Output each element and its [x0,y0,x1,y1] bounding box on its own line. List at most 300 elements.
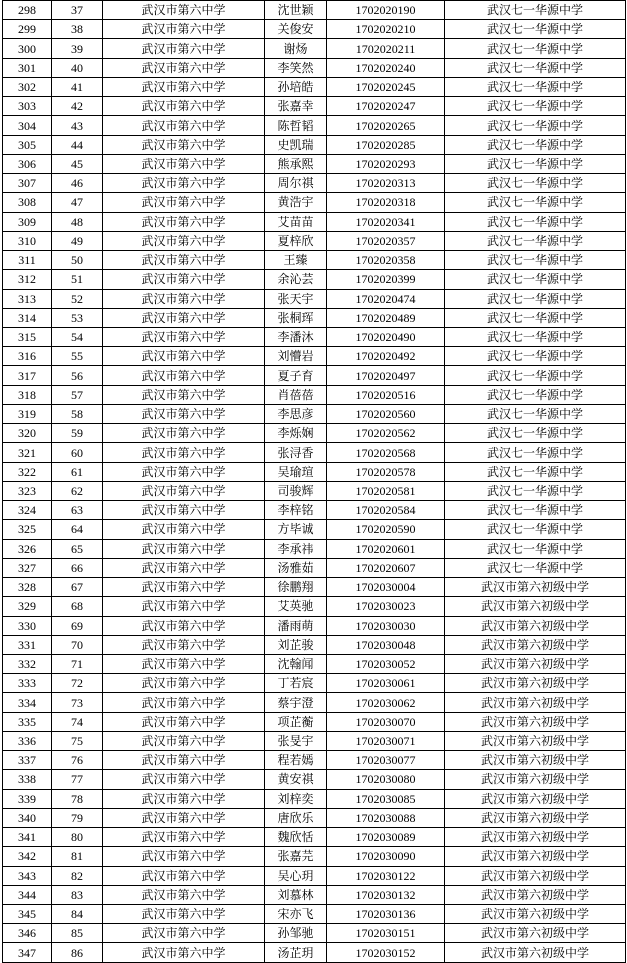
table-row [3,789,626,808]
school-cell: 武汉市第六中学 [103,135,265,154]
student-id-cell: 1702030122 [327,866,445,885]
destination-school-cell: 武汉市第六初级中学 [445,712,626,731]
table-row [3,39,626,58]
sequence-cell: 328 [3,578,52,597]
table-row [3,97,626,116]
sequence-cell: 339 [3,789,52,808]
school-index-cell: 56 [52,366,103,385]
school-cell: 武汉市第六中学 [103,327,265,346]
school-index-cell: 77 [52,770,103,789]
destination-school-cell: 武汉市第六初级中学 [445,674,626,693]
school-cell: 武汉市第六中学 [103,924,265,943]
student-name-cell: 李潘沐 [265,327,327,346]
student-id-cell: 1702020489 [327,308,445,327]
student-id-cell: 1702020358 [327,251,445,270]
school-index-cell: 76 [52,751,103,770]
school-index-cell: 67 [52,578,103,597]
school-cell: 武汉市第六中学 [103,751,265,770]
destination-school-cell: 武汉市第六初级中学 [445,943,626,962]
student-name-cell: 李烁娴 [265,424,327,443]
table-row [3,443,626,462]
student-name-cell: 陈哲韬 [265,116,327,135]
student-id-cell: 1702020190 [327,1,445,20]
school-index-cell: 61 [52,462,103,481]
destination-school-cell: 武汉七一华源中学 [445,481,626,500]
school-index-cell: 72 [52,674,103,693]
table-row [3,154,626,173]
table-row [3,943,626,962]
sequence-cell: 310 [3,231,52,250]
destination-school-cell: 武汉七一华源中学 [445,193,626,212]
table-row [3,751,626,770]
table-row [3,712,626,731]
destination-school-cell: 武汉市第六初级中学 [445,866,626,885]
student-id-cell: 1702030088 [327,808,445,827]
destination-school-cell: 武汉七一华源中学 [445,135,626,154]
student-id-cell: 1702020399 [327,270,445,289]
sequence-cell: 320 [3,424,52,443]
school-index-cell: 55 [52,347,103,366]
student-name-cell: 张天宇 [265,289,327,308]
table-row [3,462,626,481]
student-id-cell: 1702020211 [327,39,445,58]
school-index-cell: 71 [52,654,103,673]
school-index-cell: 38 [52,20,103,39]
student-id-cell: 1702030152 [327,943,445,962]
student-name-cell: 刘梓奕 [265,789,327,808]
student-name-cell: 黄浩宇 [265,193,327,212]
destination-school-cell: 武汉市第六初级中学 [445,905,626,924]
student-id-cell: 1702020568 [327,443,445,462]
school-cell: 武汉市第六中学 [103,481,265,500]
school-cell: 武汉市第六中学 [103,654,265,673]
student-name-cell: 丁若宸 [265,674,327,693]
school-index-cell: 73 [52,693,103,712]
school-index-cell: 62 [52,481,103,500]
student-id-cell: 1702020601 [327,539,445,558]
destination-school-cell: 武汉七一华源中学 [445,116,626,135]
student-id-cell: 1702030030 [327,616,445,635]
school-index-cell: 43 [52,116,103,135]
school-cell: 武汉市第六中学 [103,58,265,77]
student-name-cell: 蔡宇澄 [265,693,327,712]
student-name-cell: 程若嫣 [265,751,327,770]
school-index-cell: 83 [52,885,103,904]
student-id-cell: 1702020285 [327,135,445,154]
sequence-cell: 347 [3,943,52,962]
student-name-cell: 关俊安 [265,20,327,39]
table-row [3,693,626,712]
school-index-cell: 80 [52,828,103,847]
destination-school-cell: 武汉七一华源中学 [445,1,626,20]
student-name-cell: 宋亦飞 [265,905,327,924]
destination-school-cell: 武汉市第六初级中学 [445,885,626,904]
student-id-cell: 1702020490 [327,327,445,346]
student-name-cell: 方毕诚 [265,520,327,539]
table-row [3,270,626,289]
table-row [3,58,626,77]
school-index-cell: 46 [52,174,103,193]
destination-school-cell: 武汉七一华源中学 [445,327,626,346]
student-name-cell: 孙邹驰 [265,924,327,943]
student-id-cell: 1702020293 [327,154,445,173]
sequence-cell: 301 [3,58,52,77]
table-row [3,1,626,20]
school-cell: 武汉市第六中学 [103,770,265,789]
school-index-cell: 86 [52,943,103,962]
student-id-cell: 1702030077 [327,751,445,770]
sequence-cell: 299 [3,20,52,39]
student-id-cell: 1702020607 [327,558,445,577]
sequence-cell: 342 [3,847,52,866]
school-index-cell: 54 [52,327,103,346]
student-name-cell: 周尔祺 [265,174,327,193]
table-row [3,770,626,789]
school-cell: 武汉市第六中学 [103,712,265,731]
table-row [3,597,626,616]
school-cell: 武汉市第六中学 [103,693,265,712]
student-id-cell: 1702030136 [327,905,445,924]
school-cell: 武汉市第六中学 [103,385,265,404]
destination-school-cell: 武汉市第六初级中学 [445,731,626,750]
school-cell: 武汉市第六中学 [103,347,265,366]
destination-school-cell: 武汉七一华源中学 [445,501,626,520]
destination-school-cell: 武汉市第六初级中学 [445,616,626,635]
table-row [3,520,626,539]
student-id-cell: 1702030048 [327,635,445,654]
school-cell: 武汉市第六中学 [103,174,265,193]
student-name-cell: 魏欣恬 [265,828,327,847]
student-name-cell: 张旻宇 [265,731,327,750]
student-id-cell: 1702030080 [327,770,445,789]
destination-school-cell: 武汉七一华源中学 [445,154,626,173]
school-index-cell: 70 [52,635,103,654]
school-cell: 武汉市第六中学 [103,943,265,962]
table-row [3,424,626,443]
school-index-cell: 65 [52,539,103,558]
table-body [3,1,626,963]
school-index-cell: 51 [52,270,103,289]
sequence-cell: 321 [3,443,52,462]
school-index-cell: 39 [52,39,103,58]
student-id-cell: 1702020474 [327,289,445,308]
student-name-cell: 张嘉幸 [265,97,327,116]
student-name-cell: 夏子育 [265,366,327,385]
sequence-cell: 338 [3,770,52,789]
destination-school-cell: 武汉七一华源中学 [445,58,626,77]
student-id-cell: 1702030089 [327,828,445,847]
student-name-cell: 李承祎 [265,539,327,558]
student-name-cell: 张浔香 [265,443,327,462]
student-id-cell: 1702020247 [327,97,445,116]
school-cell: 武汉市第六中学 [103,674,265,693]
school-cell: 武汉市第六中学 [103,905,265,924]
sequence-cell: 334 [3,693,52,712]
sequence-cell: 324 [3,501,52,520]
student-name-cell: 汤芷玥 [265,943,327,962]
school-cell: 武汉市第六中学 [103,808,265,827]
student-id-cell: 1702020357 [327,231,445,250]
destination-school-cell: 武汉七一华源中学 [445,443,626,462]
school-cell: 武汉市第六中学 [103,77,265,96]
school-cell: 武汉市第六中学 [103,97,265,116]
student-name-cell: 吴瑜瑄 [265,462,327,481]
table-row [3,905,626,924]
admission-list-table [2,0,626,963]
student-id-cell: 1702030132 [327,885,445,904]
destination-school-cell: 武汉市第六初级中学 [445,654,626,673]
student-name-cell: 肖蓓蓓 [265,385,327,404]
school-index-cell: 64 [52,520,103,539]
table-row [3,212,626,231]
sequence-cell: 331 [3,635,52,654]
student-id-cell: 1702020560 [327,404,445,423]
sequence-cell: 336 [3,731,52,750]
sequence-cell: 303 [3,97,52,116]
student-id-cell: 1702020240 [327,58,445,77]
school-cell: 武汉市第六中学 [103,366,265,385]
destination-school-cell: 武汉七一华源中学 [445,212,626,231]
school-cell: 武汉市第六中学 [103,616,265,635]
destination-school-cell: 武汉市第六初级中学 [445,828,626,847]
student-name-cell: 项芷蘅 [265,712,327,731]
table-row [3,481,626,500]
school-index-cell: 53 [52,308,103,327]
table-row [3,885,626,904]
school-index-cell: 50 [52,251,103,270]
sequence-cell: 337 [3,751,52,770]
sequence-cell: 343 [3,866,52,885]
table-row [3,174,626,193]
school-cell: 武汉市第六中学 [103,866,265,885]
school-cell: 武汉市第六中学 [103,558,265,577]
sequence-cell: 330 [3,616,52,635]
school-cell: 武汉市第六中学 [103,885,265,904]
student-name-cell: 余沁芸 [265,270,327,289]
destination-school-cell: 武汉七一华源中学 [445,424,626,443]
school-cell: 武汉市第六中学 [103,404,265,423]
school-index-cell: 60 [52,443,103,462]
student-name-cell: 司骏辉 [265,481,327,500]
destination-school-cell: 武汉七一华源中学 [445,347,626,366]
student-name-cell: 吴心玥 [265,866,327,885]
table-row [3,558,626,577]
school-cell: 武汉市第六中学 [103,251,265,270]
school-index-cell: 81 [52,847,103,866]
school-index-cell: 74 [52,712,103,731]
sequence-cell: 317 [3,366,52,385]
school-cell: 武汉市第六中学 [103,731,265,750]
student-id-cell: 1702020341 [327,212,445,231]
table-row [3,539,626,558]
destination-school-cell: 武汉七一华源中学 [445,404,626,423]
student-name-cell: 刘懵岩 [265,347,327,366]
school-cell: 武汉市第六中学 [103,154,265,173]
sequence-cell: 313 [3,289,52,308]
destination-school-cell: 武汉市第六初级中学 [445,789,626,808]
school-index-cell: 49 [52,231,103,250]
student-id-cell: 1702030052 [327,654,445,673]
student-id-cell: 1702030061 [327,674,445,693]
student-id-cell: 1702030071 [327,731,445,750]
student-name-cell: 潘雨萌 [265,616,327,635]
destination-school-cell: 武汉七一华源中学 [445,270,626,289]
school-index-cell: 59 [52,424,103,443]
destination-school-cell: 武汉七一华源中学 [445,97,626,116]
school-cell: 武汉市第六中学 [103,635,265,654]
school-cell: 武汉市第六中学 [103,193,265,212]
destination-school-cell: 武汉市第六初级中学 [445,808,626,827]
school-index-cell: 75 [52,731,103,750]
destination-school-cell: 武汉市第六初级中学 [445,578,626,597]
table-row [3,616,626,635]
sequence-cell: 329 [3,597,52,616]
sequence-cell: 312 [3,270,52,289]
school-index-cell: 41 [52,77,103,96]
destination-school-cell: 武汉七一华源中学 [445,558,626,577]
sequence-cell: 298 [3,1,52,20]
table-row [3,924,626,943]
school-index-cell: 45 [52,154,103,173]
school-cell: 武汉市第六中学 [103,116,265,135]
destination-school-cell: 武汉七一华源中学 [445,366,626,385]
student-id-cell: 1702020318 [327,193,445,212]
school-index-cell: 58 [52,404,103,423]
student-name-cell: 沈世颖 [265,1,327,20]
destination-school-cell: 武汉市第六初级中学 [445,635,626,654]
destination-school-cell: 武汉七一华源中学 [445,77,626,96]
sequence-cell: 314 [3,308,52,327]
table-row [3,501,626,520]
sequence-cell: 300 [3,39,52,58]
student-id-cell: 1702030023 [327,597,445,616]
sequence-cell: 322 [3,462,52,481]
school-cell: 武汉市第六中学 [103,424,265,443]
student-id-cell: 1702030062 [327,693,445,712]
sequence-cell: 306 [3,154,52,173]
student-name-cell: 熊承熙 [265,154,327,173]
student-name-cell: 谢炀 [265,39,327,58]
student-id-cell: 1702020265 [327,116,445,135]
table-row [3,385,626,404]
school-cell: 武汉市第六中学 [103,270,265,289]
sequence-cell: 316 [3,347,52,366]
destination-school-cell: 武汉市第六初级中学 [445,693,626,712]
school-index-cell: 85 [52,924,103,943]
destination-school-cell: 武汉七一华源中学 [445,174,626,193]
sequence-cell: 344 [3,885,52,904]
student-name-cell: 史凯瑞 [265,135,327,154]
student-name-cell: 刘慕林 [265,885,327,904]
school-index-cell: 47 [52,193,103,212]
destination-school-cell: 武汉七一华源中学 [445,289,626,308]
school-cell: 武汉市第六中学 [103,828,265,847]
school-cell: 武汉市第六中学 [103,443,265,462]
student-name-cell: 徐鹏翔 [265,578,327,597]
sequence-cell: 307 [3,174,52,193]
student-id-cell: 1702020578 [327,462,445,481]
destination-school-cell: 武汉市第六初级中学 [445,751,626,770]
table-row [3,193,626,212]
table-row [3,251,626,270]
destination-school-cell: 武汉市第六初级中学 [445,770,626,789]
student-name-cell: 李梓铭 [265,501,327,520]
destination-school-cell: 武汉七一华源中学 [445,251,626,270]
sequence-cell: 340 [3,808,52,827]
student-id-cell: 1702020516 [327,385,445,404]
table-row [3,20,626,39]
school-index-cell: 37 [52,1,103,20]
table-row [3,77,626,96]
sequence-cell: 315 [3,327,52,346]
student-id-cell: 1702030004 [327,578,445,597]
sequence-cell: 308 [3,193,52,212]
student-id-cell: 1702020590 [327,520,445,539]
student-id-cell: 1702020584 [327,501,445,520]
table-row [3,366,626,385]
table-row [3,828,626,847]
sequence-cell: 345 [3,905,52,924]
school-cell: 武汉市第六中学 [103,212,265,231]
sequence-cell: 333 [3,674,52,693]
school-cell: 武汉市第六中学 [103,578,265,597]
student-name-cell: 艾英驰 [265,597,327,616]
table-row [3,866,626,885]
school-index-cell: 44 [52,135,103,154]
school-cell: 武汉市第六中学 [103,39,265,58]
table-row [3,654,626,673]
school-index-cell: 82 [52,866,103,885]
destination-school-cell: 武汉七一华源中学 [445,539,626,558]
destination-school-cell: 武汉七一华源中学 [445,231,626,250]
student-id-cell: 1702030090 [327,847,445,866]
table-row [3,578,626,597]
destination-school-cell: 武汉七一华源中学 [445,520,626,539]
school-cell: 武汉市第六中学 [103,789,265,808]
destination-school-cell: 武汉市第六初级中学 [445,597,626,616]
sequence-cell: 325 [3,520,52,539]
table-row [3,404,626,423]
destination-school-cell: 武汉七一华源中学 [445,462,626,481]
sequence-cell: 309 [3,212,52,231]
table-row [3,347,626,366]
table-row [3,289,626,308]
school-cell: 武汉市第六中学 [103,1,265,20]
school-cell: 武汉市第六中学 [103,231,265,250]
school-cell: 武汉市第六中学 [103,308,265,327]
school-index-cell: 84 [52,905,103,924]
student-name-cell: 孙培皓 [265,77,327,96]
school-index-cell: 79 [52,808,103,827]
table-row [3,327,626,346]
student-name-cell: 王臻 [265,251,327,270]
school-cell: 武汉市第六中学 [103,520,265,539]
table-row [3,308,626,327]
student-id-cell: 1702030151 [327,924,445,943]
sequence-cell: 311 [3,251,52,270]
school-cell: 武汉市第六中学 [103,289,265,308]
sequence-cell: 302 [3,77,52,96]
destination-school-cell: 武汉市第六初级中学 [445,924,626,943]
student-name-cell: 汤雅茹 [265,558,327,577]
school-index-cell: 69 [52,616,103,635]
school-index-cell: 68 [52,597,103,616]
sequence-cell: 304 [3,116,52,135]
sequence-cell: 318 [3,385,52,404]
student-name-cell: 张嘉芫 [265,847,327,866]
table-row [3,847,626,866]
table-row [3,674,626,693]
